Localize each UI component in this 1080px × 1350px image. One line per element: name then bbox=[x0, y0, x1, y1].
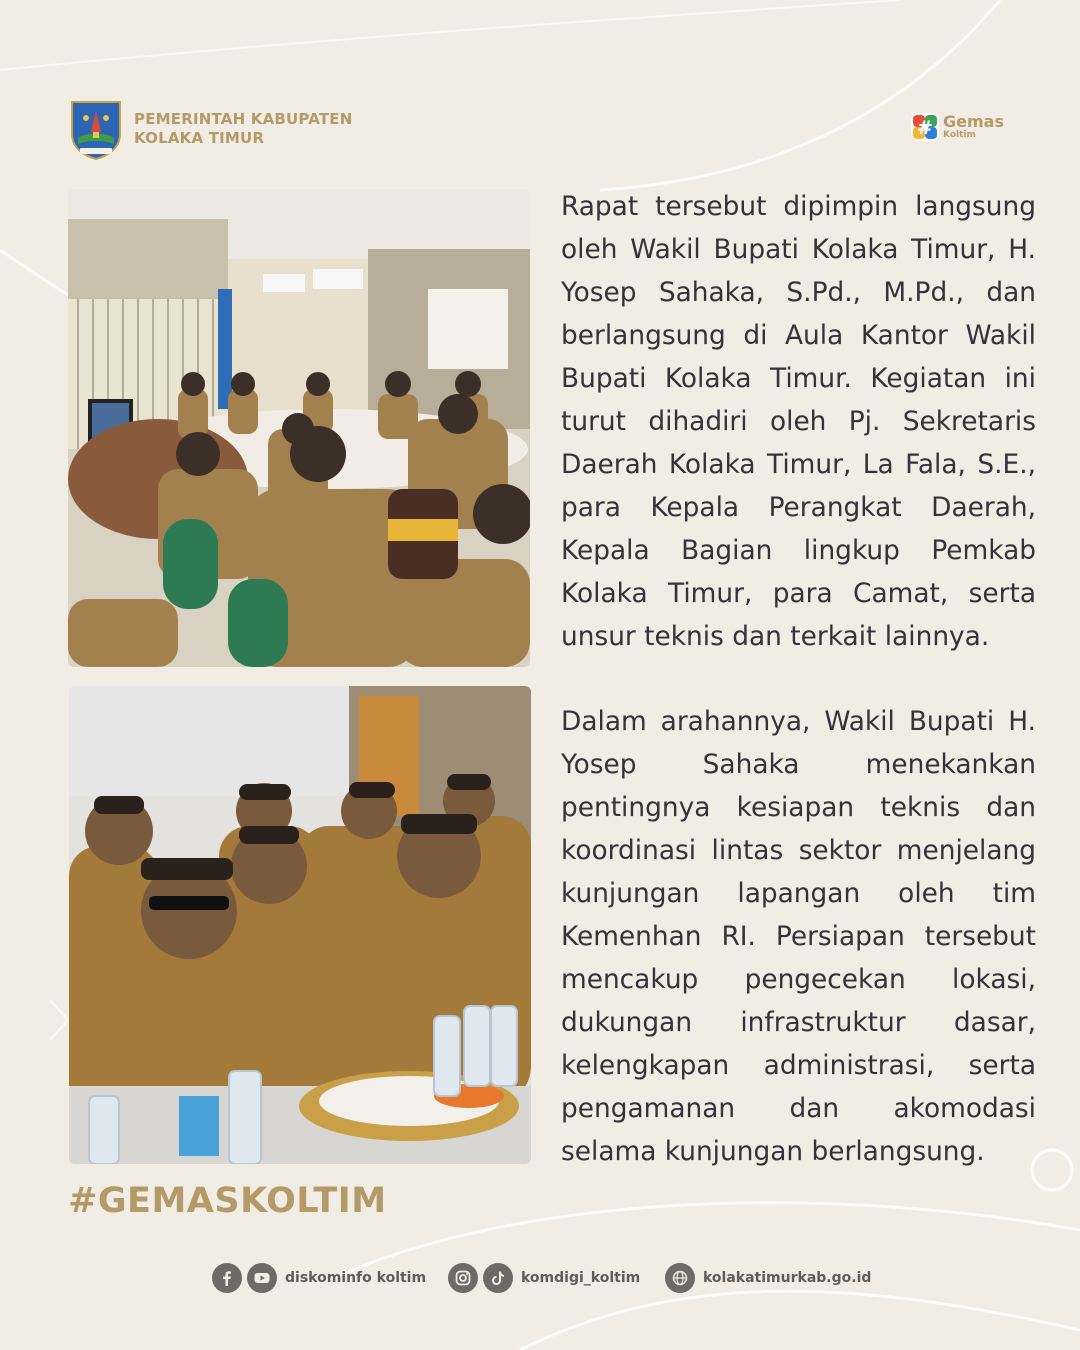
government-header bbox=[68, 98, 353, 160]
globe-icon[interactable] bbox=[665, 1263, 695, 1293]
footer-handle-diskominfo: diskominfo koltim bbox=[285, 1270, 427, 1286]
footer-website-group[interactable] bbox=[665, 1262, 871, 1294]
gov-title-line2: KOLAKA TIMUR bbox=[134, 129, 265, 147]
footer-website-link[interactable]: kolakatimurkab.go.id bbox=[703, 1270, 872, 1286]
campaign-hashtag: #GEMASKOLTIM bbox=[68, 1181, 387, 1221]
footer-komdigi-group[interactable] bbox=[448, 1262, 640, 1294]
brand-title: Gemas bbox=[943, 112, 1004, 131]
paragraph-meeting-leadership: Rapat tersebut dipimpin langsung oleh Wakil Bupati Kolaka Timur, H. Yosep Sahaka, S.Pd., M.Pd., dan berlangsung di Aula Kantor Wakil Bupati Kolaka Timur. Kegiatan ini turut dihadiri oleh Pj. Sekretaris Daerah Kolaka Timur, La Fala, S.E., para Kepala Perangkat Daerah, Kepala Bagian lingkup Pemkab Kolaka Timur, para Camat, serta unsur teknis dan terkait lainnya. bbox=[561, 191, 1036, 652]
gemas-hash-logo-icon bbox=[910, 112, 940, 142]
gov-title-line1: PEMERINTAH KABUPATEN bbox=[134, 110, 353, 128]
footer-handle-komdigi: komdigi_koltim bbox=[521, 1270, 641, 1286]
youtube-icon[interactable] bbox=[247, 1263, 277, 1293]
footer-diskominfo-group[interactable] bbox=[212, 1262, 426, 1294]
brand-subtitle: Koltim bbox=[943, 130, 976, 140]
instagram-icon[interactable] bbox=[448, 1263, 478, 1293]
facebook-icon[interactable] bbox=[212, 1263, 242, 1293]
regency-crest-icon bbox=[68, 98, 124, 160]
meeting-room-photo bbox=[68, 189, 530, 667]
paragraph-directives: Dalam arahannya, Wakil Bupati H. Yosep Sahaka menekankan pentingnya kesiapan teknis dan koordinasi lintas sektor menjelang kunjungan lapangan oleh tim Kemenhan RI. Persiapan tersebut mencakup pengecekan lokasi, dukungan infrastruktur dasar, kelengkapan administrasi, serta pengamanan dan akomodasi selama kunjungan berlangsung. bbox=[561, 706, 1036, 1167]
social-footer bbox=[0, 1262, 1080, 1294]
svg-text:#: # bbox=[917, 117, 933, 139]
tiktok-icon[interactable] bbox=[483, 1263, 513, 1293]
gemas-koltim-logo bbox=[910, 112, 1004, 142]
officials-writing-photo bbox=[69, 686, 531, 1164]
